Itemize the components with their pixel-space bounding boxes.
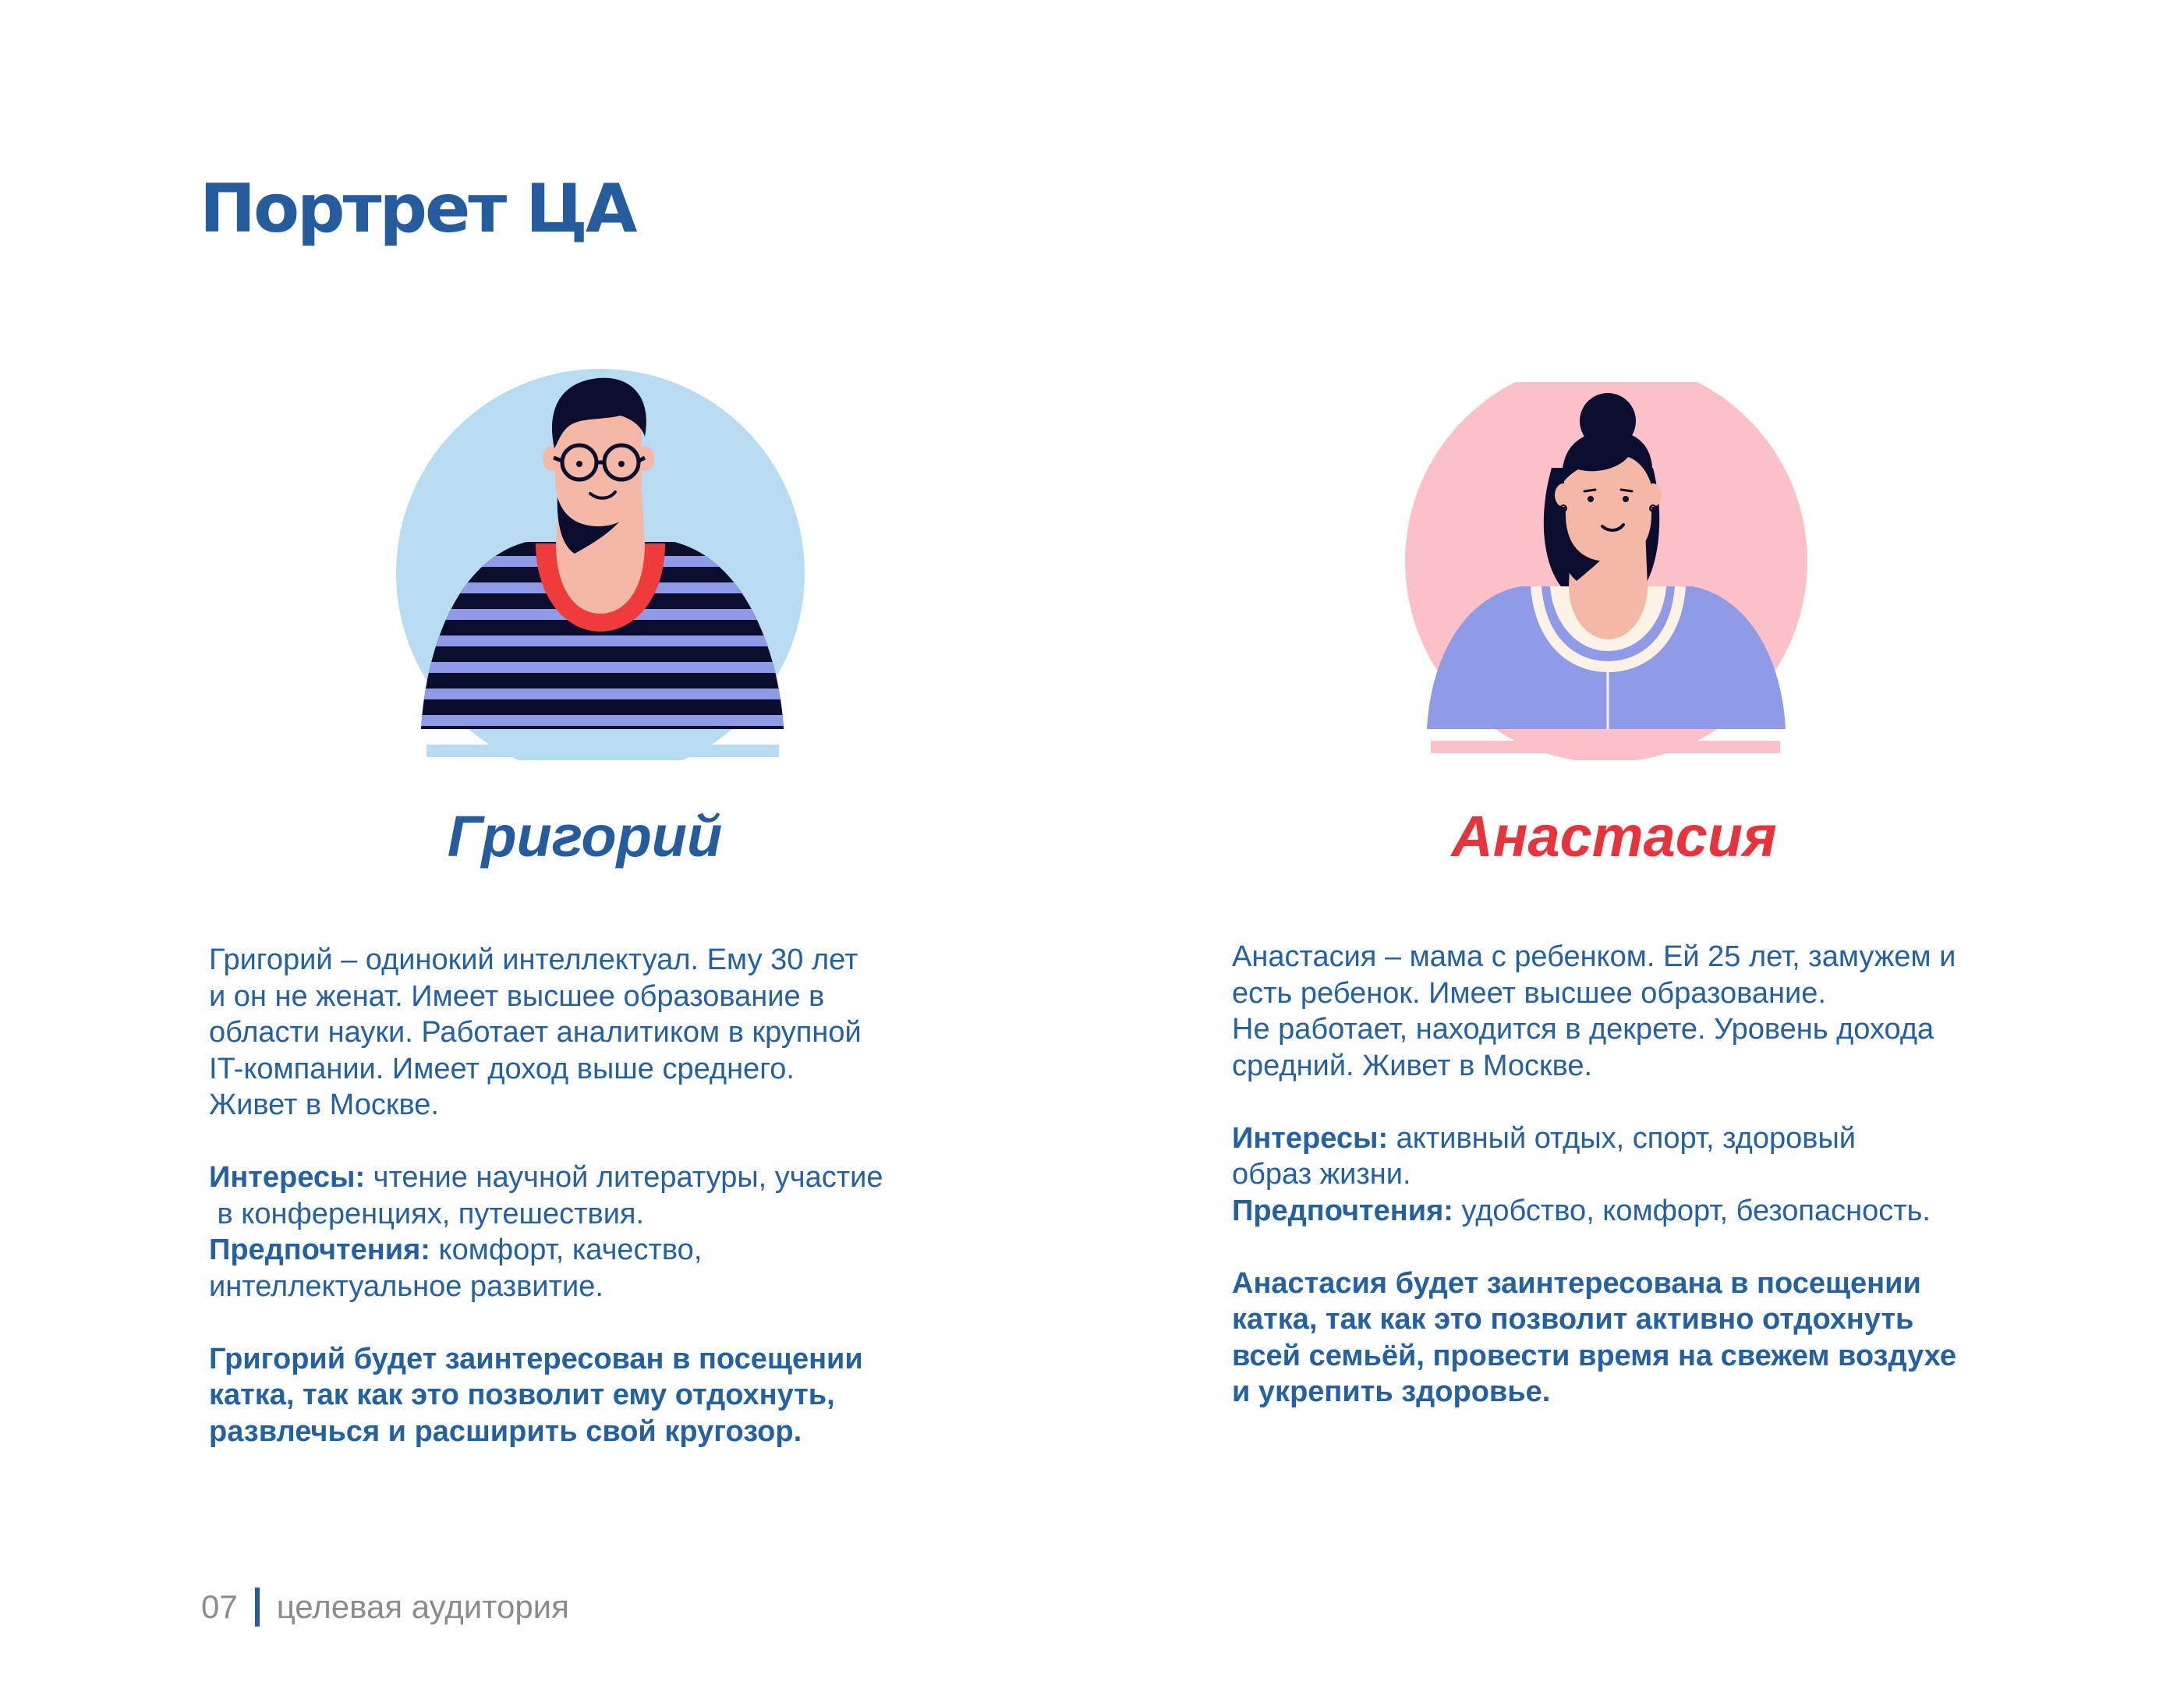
- interests-text: в конференциях, путешествия.: [209, 1197, 645, 1230]
- bio-line: Анастасия – мама с ребенком. Ей 25 лет, замужем и: [1232, 940, 1956, 973]
- conclusion-line: развлечься и расширить свой кругозор.: [209, 1414, 802, 1448]
- page-title: Портрет ЦА: [200, 170, 635, 248]
- preferences-text: удобство, комфорт, безопасность.: [1453, 1194, 1931, 1227]
- interests-text: чтение научной литературы, участие: [365, 1161, 883, 1194]
- section-label: целевая аудитория: [276, 1588, 569, 1625]
- woman-avatar-illustration: [1403, 382, 1809, 760]
- conclusion-line: и укрепить здоровье.: [1232, 1375, 1551, 1408]
- preferences-text: комфорт, качество,: [430, 1234, 703, 1266]
- interests-label: Интересы:: [1232, 1121, 1389, 1155]
- conclusion-line: Анастасия будет заинтересована в посещении: [1232, 1266, 1921, 1300]
- conclusion-line: всей семьёй, провести время на свежем воздухе: [1232, 1339, 1956, 1372]
- page-number: 07: [201, 1588, 238, 1625]
- bio-line: IT-компании. Имеет доход выше среднего.: [209, 1052, 795, 1085]
- footer-divider: [255, 1588, 260, 1627]
- conclusion-line: Григорий будет заинтересован в посещении: [209, 1342, 863, 1375]
- man-avatar-illustration: [394, 363, 807, 760]
- persona-description-anastasia: [1232, 939, 2090, 1411]
- interests-label: Интересы:: [209, 1161, 366, 1194]
- bio-line: области науки. Работает аналитиком в крупной: [209, 1016, 862, 1049]
- bio-line: средний. Живет в Москве.: [1232, 1049, 1593, 1082]
- interests-text: образ жизни.: [1232, 1158, 1411, 1191]
- persona-description-grigoriy: [209, 942, 989, 1450]
- bio-line: Не работает, находится в декрете. Уровень дохода: [1232, 1013, 1934, 1046]
- conclusion-line: катка, так как это позволит активно отдохнуть: [1232, 1303, 1914, 1336]
- bio-line: Григорий – одинокий интеллектуал. Ему 30 лет: [209, 943, 858, 976]
- bio-line: и он не женат. Имеет высшее образование в: [209, 979, 825, 1013]
- conclusion-line: катка, так как это позволит ему отдохнуть,: [209, 1379, 835, 1411]
- page-footer: [201, 1588, 569, 1627]
- bio-line: есть ребенок. Имеет высшее образование.: [1232, 976, 1826, 1010]
- preferences-text: интеллектуальное развитие.: [209, 1269, 604, 1303]
- interests-text: активный отдых, спорт, здоровый: [1388, 1121, 1856, 1155]
- preferences-label: Предпочтения:: [209, 1234, 430, 1266]
- persona-name-grigoriy: Григорий: [447, 804, 723, 869]
- bio-line: Живет в Москве.: [209, 1089, 439, 1121]
- preferences-label: Предпочтения:: [1232, 1194, 1453, 1227]
- persona-name-anastasia: Анастасия: [1451, 804, 1777, 869]
